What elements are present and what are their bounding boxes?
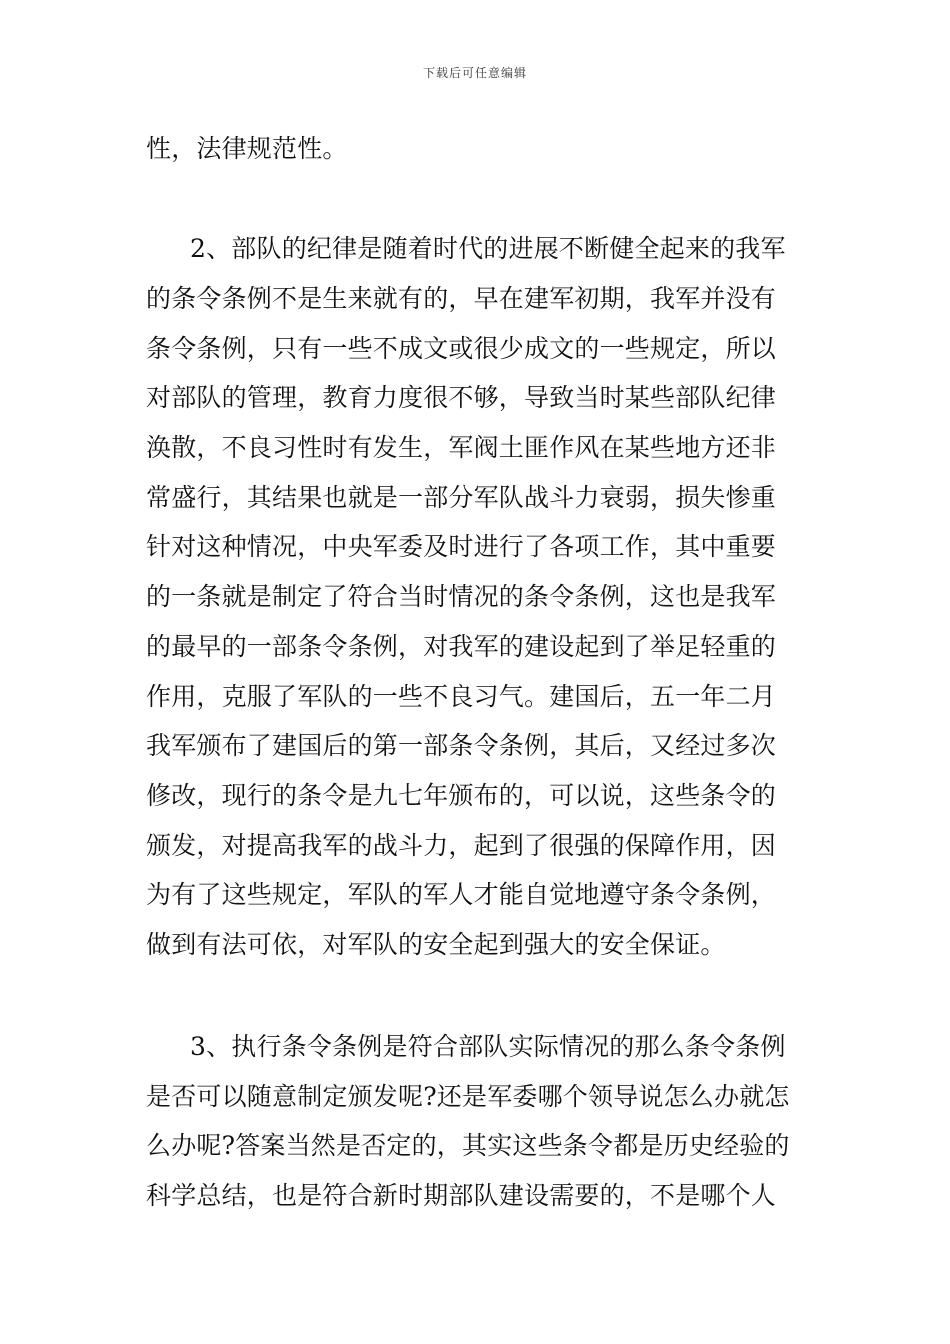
text-line: 修改，现行的条令是九七年颁布的，可以说，这些条令的: [146, 781, 777, 810]
text-line: 的条令条例不是生来就有的，早在建军初期，我军并没有: [146, 284, 777, 313]
text-line: 么办呢?答案当然是否定的，其实这些条令都是历史经验的: [146, 1131, 790, 1160]
text-line: 针对这种情况，中央军委及时进行了各项工作，其中重要: [146, 532, 777, 561]
text-line: 科学总结，也是符合新时期部队建设需要的，不是哪个人: [146, 1181, 777, 1210]
text-line: 作用，克服了军队的一些不良习气。建国后，五一年二月: [146, 682, 777, 711]
text-line: 做到有法可依，对军队的安全起到强大的安全保证。: [146, 930, 726, 959]
page-header: 下载后可任意编辑: [422, 66, 527, 80]
text-line: 是否可以随意制定颁发呢?还是军委哪个领导说怎么办就怎: [146, 1082, 790, 1111]
text-line: 对部队的管理，教育力度很不够，导致当时某些部队纪律: [146, 383, 777, 412]
text-line: 常盛行，其结果也就是一部分军队战斗力衰弱，损失惨重: [146, 483, 777, 512]
text-line: 为有了这些规定，军队的军人才能自觉地遵守条令条例，: [146, 880, 777, 909]
text-line: 性，法律规范性。: [146, 134, 348, 163]
text-line: 颁发，对提高我军的战斗力，起到了很强的保障作用，因: [146, 831, 777, 860]
text-line: 涣散，不良习性时有发生，军阀土匪作风在某些地方还非: [146, 433, 777, 462]
text-line: 的最早的一部条令条例，对我军的建设起到了举足轻重的: [146, 632, 777, 661]
text-line: 的一条就是制定了符合当时情况的条令条例，这也是我军: [146, 582, 777, 611]
text-line: 3、执行条令条例是符合部队实际情况的那么条令条例: [190, 1032, 786, 1061]
text-line: 条令条例，只有一些不成文或很少成文的一些规定，所以: [146, 334, 777, 363]
text-line: 2、部队的纪律是随着时代的进展不断健全起来的我军: [190, 234, 786, 263]
text-line: 我军颁布了建国后的第一部条令条例，其后，又经过多次: [146, 731, 777, 760]
